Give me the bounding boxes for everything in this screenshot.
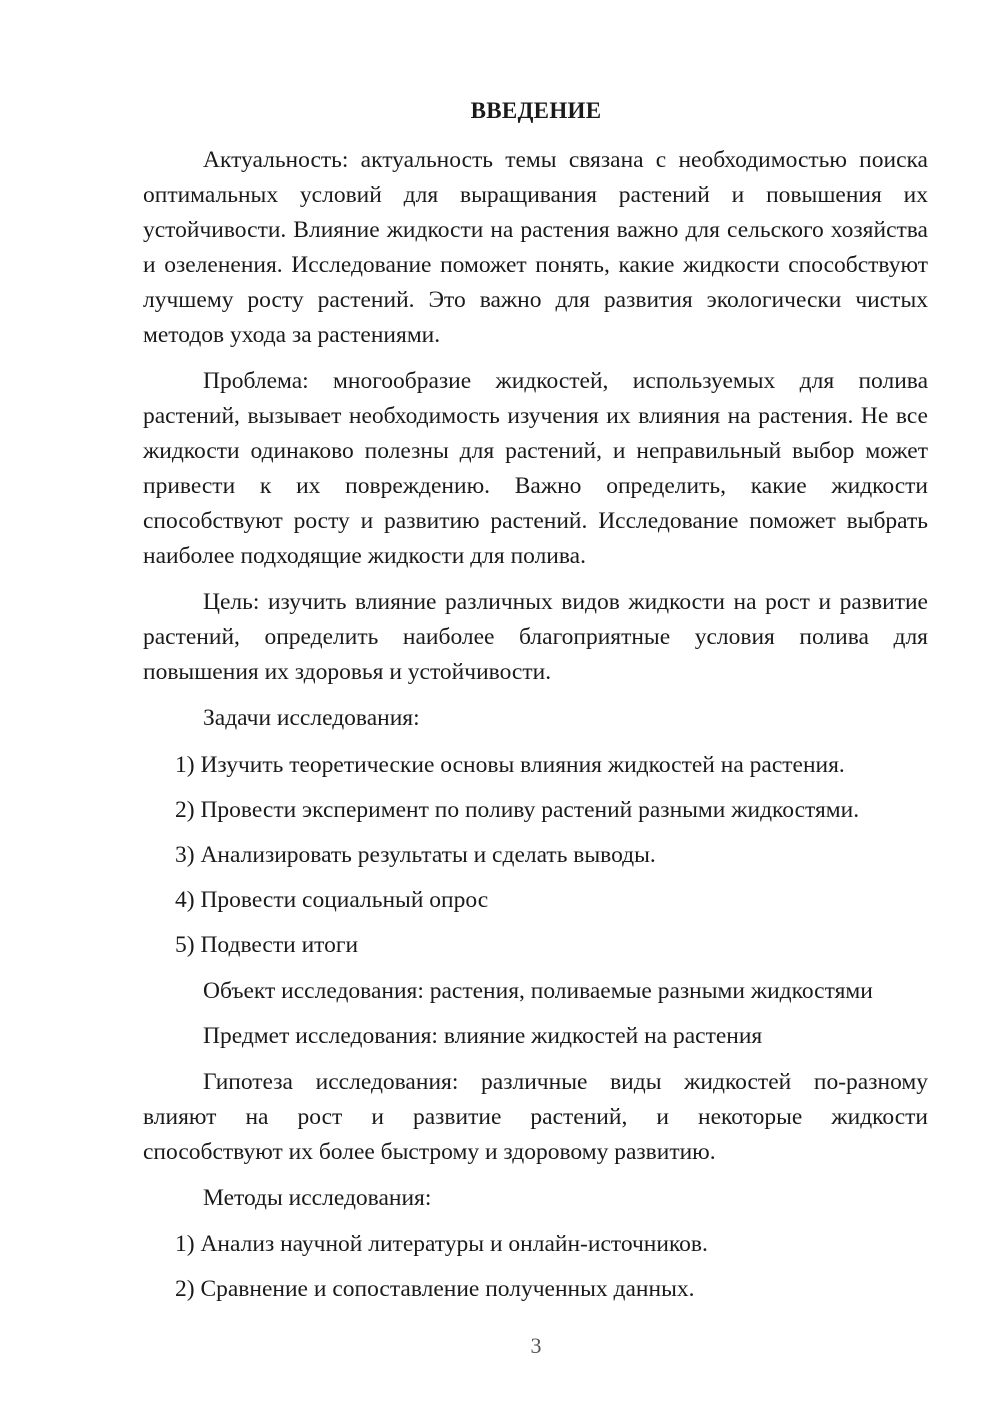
goal-block [143, 585, 928, 690]
list-item: 2) Провести эксперимент по поливу растений разными жидкостями. [175, 797, 860, 823]
methods-list [143, 1227, 928, 1262]
hypothesis-line: способствуют их более быстрому и здоровому развитию. [143, 1139, 716, 1165]
tasks-list [143, 793, 928, 828]
problem-block [143, 364, 928, 574]
subject-block [143, 1019, 928, 1054]
page-number: 3 [530, 1333, 542, 1358]
tasks-list [143, 928, 928, 963]
relevance-paragraph: Актуальность: актуальность темы связана с необходимостью поиска оптимальных условий для выращивания растений и повышения их устойчивости. Влияние жидкости на растения важно для сельского хозяйства и озеленения. Исследование поможет понять, какие жидкости способствуют лучшему росту растений. Это важно для развития экологически чистых методов ухода за растениями. [143, 147, 928, 348]
methods-heading: Методы исследования: [203, 1185, 432, 1211]
tasks-list [143, 748, 928, 783]
list-item: 1) Анализ научной литературы и онлайн-источников. [175, 1231, 708, 1257]
body-text [143, 143, 928, 353]
methods-list [143, 1272, 928, 1307]
tasks-heading: Задачи исследования: [203, 705, 420, 731]
list-item: 1) Изучить теоретические основы влияния жидкостей на растения. [175, 752, 845, 778]
list-item: 4) Провести социальный опрос [175, 887, 489, 913]
problem-paragraph: Проблема: многообразие жидкостей, используемых для полива растений, вызывает необходимость изучения их влияния на растения. Не все жидкости одинаково полезны для растений, и неправильный выбор может привести к их повреждению. Важно определить, какие жидкости способствуют росту и развитию растений. Исследование поможет выбрать наиболее подходящие жидкости для полива. [143, 368, 928, 569]
hypothesis-line: Гипотеза исследования: различные виды жидкостей по-разному [203, 1069, 928, 1095]
research-subject: Предмет исследования: влияние жидкостей на растения [203, 1023, 763, 1049]
research-object: Объект исследования: растения, поливаемые разными жидкостями [203, 978, 873, 1004]
methods-heading-block [143, 1181, 928, 1216]
tasks-list [143, 883, 928, 918]
goal-paragraph: Цель: изучить влияние различных видов жидкости на рост и развитие растений, определить наиболее благоприятные условия полива для повышения их здоровья и устойчивости. [143, 589, 928, 685]
list-item: 5) Подвести итоги [175, 932, 359, 958]
list-item: 3) Анализировать результаты и сделать выводы. [175, 842, 656, 868]
list-item: 2) Сравнение и сопоставление полученных данных. [175, 1276, 695, 1302]
hypothesis-block [143, 1065, 928, 1170]
tasks-heading-block [143, 701, 928, 736]
page-title: ВВЕДЕНИЕ [470, 98, 602, 123]
hypothesis-line: влияют на рост и развитие растений, и некоторые жидкости [143, 1104, 928, 1130]
object-block [143, 974, 928, 1009]
tasks-list [143, 838, 928, 873]
